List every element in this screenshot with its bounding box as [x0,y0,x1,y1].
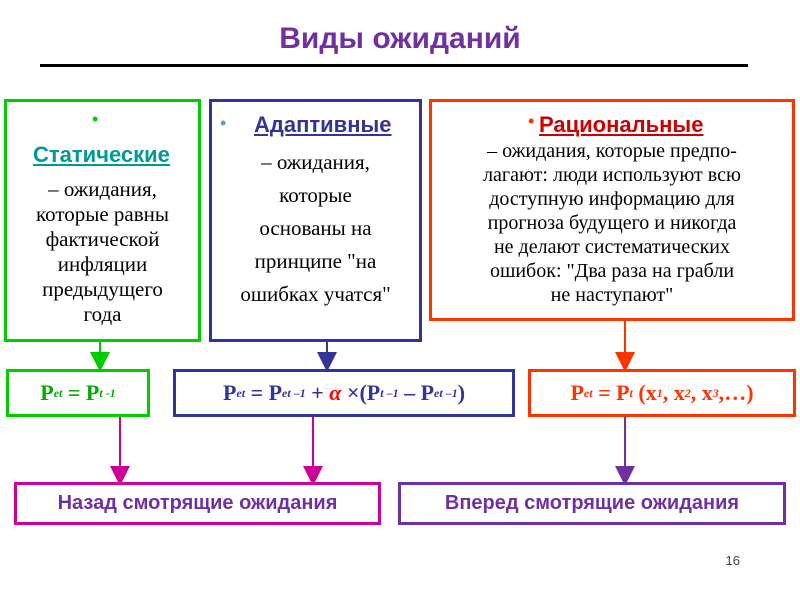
backward-looking-box: Назад смотрящие ожидания [14,482,381,525]
formula-part: ,…) [718,380,754,405]
formula-part: t –1 [380,385,399,400]
formula-part: t [59,385,63,400]
adaptive-expectations-box [209,99,422,342]
desc-line: – ожидания, которые предпо- [487,140,737,162]
formula-part: P [570,380,584,405]
alpha-symbol: α [329,380,342,405]
formula-part: e [282,385,288,400]
static-formula [6,369,150,417]
formula-part: e [53,385,60,400]
rational-expectations-box [429,99,795,321]
rational-heading: Рациональные [539,112,704,137]
formula-part: = P [598,380,630,405]
formula-part: – P [404,380,435,405]
desc-line: которые [279,183,352,207]
adaptive-formula [173,369,515,417]
formula-part: t [241,385,246,400]
desc-line: ошибках учатся" [240,282,391,306]
adaptive-heading: Адаптивные [254,112,392,137]
formula-part: = P [250,380,283,405]
adaptive-description [212,146,419,311]
formula-part: 3 [712,385,719,400]
formula-part: , x [690,380,713,405]
desc-line: инфляции [57,252,148,276]
formula-part: + [311,380,324,405]
forward-looking-box: Вперед смотрящие ожидания [398,482,786,525]
formula-part: t –1 [439,385,458,400]
formula-part: P [222,380,237,405]
desc-line: принципе "на [254,249,377,273]
formula-part: ) [457,380,466,405]
rational-formula [528,369,796,417]
desc-line: – ожидания, [261,150,370,174]
desc-line: не делают систематических [493,236,731,258]
desc-line: прогноза будущего и никогда [487,212,737,234]
formula-part: 1 [656,385,663,400]
formula-part: e [236,385,242,400]
formula-part: , x [662,380,685,405]
rational-description [432,139,792,307]
bullet: • [528,111,535,131]
desc-line: ошибок: "Два раза на грабли [489,260,735,282]
formula-part: e [583,385,590,400]
desc-line: предыдущего [42,277,163,301]
desc-line: которые равны [35,202,170,226]
formula-part: ×(P [346,380,381,405]
bullet: • [220,113,227,133]
formula-part: 2 [684,385,691,400]
desc-line: фактической [45,227,160,251]
static-heading: Статические [33,142,170,167]
desc-line: года [83,302,122,326]
page-title: Виды ожиданий [279,22,521,55]
desc-line: доступную информацию для [489,188,735,210]
formula-part: t [589,385,593,400]
formula-part: t –1 [287,385,306,400]
formula-part: = P [67,380,100,405]
bullet: • [92,109,99,129]
desc-line: не наступают" [550,284,674,306]
desc-line: – ожидания, [48,177,157,201]
formula-part: t -1 [99,385,116,400]
formula-part: e [434,385,440,400]
formula-part: P [40,380,54,405]
desc-line: лагают: люди используют всю [483,164,741,186]
formula-part: (x [638,380,657,405]
static-description [7,177,198,327]
formula-part: t [629,385,633,400]
slide-number: 16 [725,553,740,568]
desc-line: основаны на [259,216,372,240]
static-expectations-box [4,99,201,342]
